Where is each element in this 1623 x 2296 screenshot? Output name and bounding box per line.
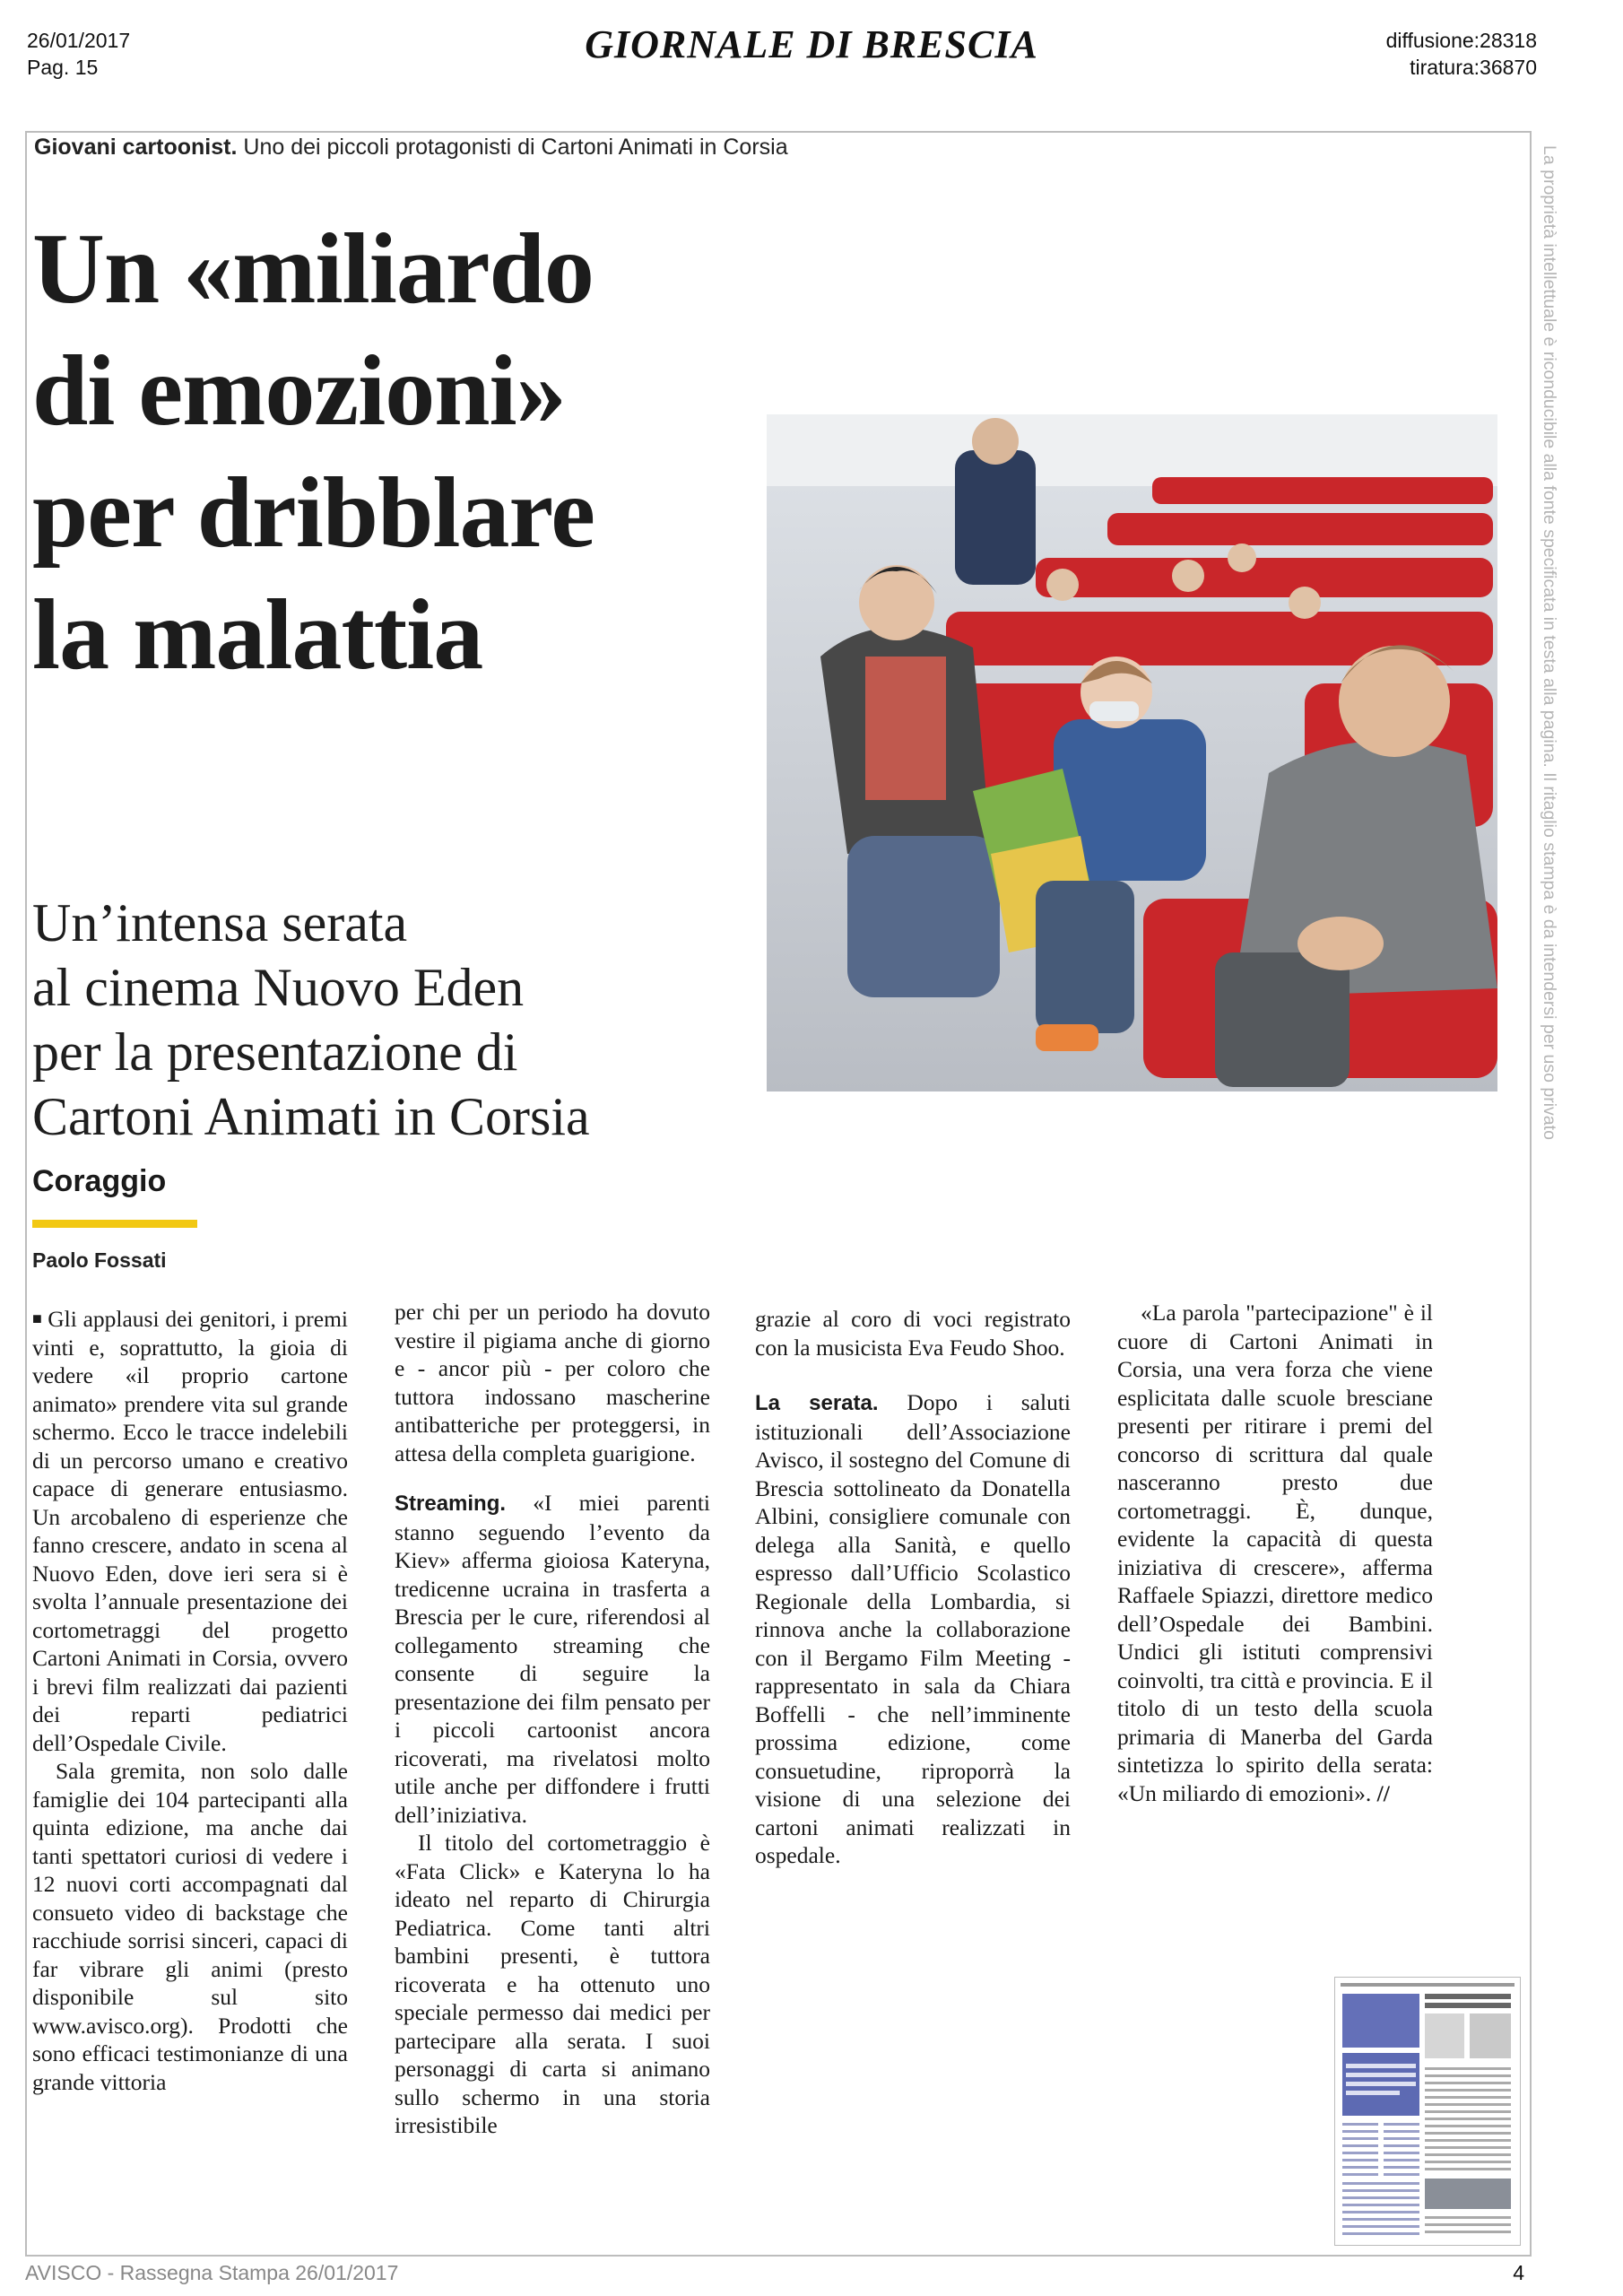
vertical-copyright-notice xyxy=(1523,142,1559,1406)
headline-line-4: la malattia xyxy=(32,579,483,691)
paragraph-1-text: Gli applausi dei genitori, i premi vinti e, soprattutto, la gioia di vedere «il proprio cartone animato» prendere vita sul grande schermo. Ecco le tracce indelebili di un percorso umano e creativo capace di generare entusiasmo. Un arcobaleno di esperienze che fanno crescere, andato in scena al Nuovo Eden, dove ieri sera si è svolta l’annuale presentazione dei cortometraggi del progetto Cartoni Animati in Corsia, ovvero i brevi film realizzati dai pazienti dei reparti pediatrici dell’Ospedale Civile. xyxy=(32,1306,348,1756)
footer-source: AVISCO - Rassegna Stampa 26/01/2017 xyxy=(25,2261,399,2284)
author-byline: Paolo Fossati xyxy=(32,1248,167,1272)
page-thumbnail[interactable] xyxy=(1334,1977,1521,2246)
header-tiratura: tiratura:36870 xyxy=(1410,56,1537,79)
header-page: Pag. 15 xyxy=(27,56,99,79)
cinema-audience-photo xyxy=(767,414,1497,1091)
runin-streaming: Streaming. xyxy=(395,1492,507,1516)
page-thumbnail-image xyxy=(1335,1978,1520,2245)
paragraph-2: Sala gremita, non solo dalle famiglie dei 104 partecipanti alla quinta edizione, ma anche dai tanti spettatori curiosi di vedere i 12 nuovi corti accompagnati dal consueto video di backstage che racchiude sorrisi sinceri, capaci di far vibrare gli animi (presto disponibile sul sito www.avisco.org). Prodotti che sono efficaci testimonianze di una grande vittoria xyxy=(32,1758,348,2095)
article-column-3 xyxy=(755,1305,1071,1870)
article-column-4 xyxy=(1117,1299,1433,1807)
headline-line-3: per dribblare xyxy=(32,457,595,569)
article-column-1 xyxy=(32,1305,348,2096)
subheadline xyxy=(32,891,750,1149)
section-label: Coraggio xyxy=(32,1164,167,1198)
runin-la-serata: La serata. xyxy=(755,1391,879,1415)
newspaper-masthead: GIORNALE DI BRESCIA xyxy=(585,22,1038,66)
headline xyxy=(32,208,777,696)
paragraph-5: Il titolo del cortometraggio è «Fata Click» e Kateryna lo ha ideato nel reparto di Chirurgia Pediatrica. Come tanti altri bambini presenti, è tuttora ricoverata e ha ottenuto uno speciale permesso dai medici per partecipare alla serata. I suoi personaggi di carta si animano sullo schermo in una storia irresistibile xyxy=(395,1830,710,2138)
header-date: 26/01/2017 xyxy=(27,29,131,52)
end-mark: // xyxy=(1376,1779,1390,1806)
header-circulation-block xyxy=(1386,27,1537,81)
bullet-square-icon: ■ xyxy=(32,1309,43,1327)
article-column-2 xyxy=(395,1298,710,2140)
caption-text: Uno dei piccoli protagonisti di Cartoni Animati in Corsia xyxy=(237,135,788,160)
subheadline-line-4: Cartoni Animati in Corsia xyxy=(32,1087,590,1146)
header-diffusione: diffusione:28318 xyxy=(1385,29,1537,52)
paragraph-7-text: Dopo i saluti istituzionali dell’Associazione Avisco, il sostegno del Comune di Brescia sottolineato da Donatella Albini, consigliere comunale con delega alla Sanità, e quello espresso dall’Ufficio Scolastico Regionale della Lombardia, si rinnova anche la collaborazione con il Bergamo Film Meeting - rappresentato in sala da Chiara Boffelli - che nell’imminente prossima edizione, come consuetudine, riproporrà la visione di una selezione dei cartoni animati realizzati in ospedale. xyxy=(755,1389,1071,1868)
paragraph-4-text: «I miei parenti stanno seguendo l’evento da Kiev» afferma gioiosa Kateryna, tredicenne ucraina in trasferta a Brescia per le cure, riferendosi al collegamento streaming che consente di seguire la presentazione dei film pensato per i piccoli cartoonist ancora ricoverati, ma rivelatosi molto utile anche per diffondere i frutti dell’iniziativa. xyxy=(395,1490,710,1828)
subheadline-line-1: Un’intensa serata xyxy=(32,893,408,952)
paragraph-1 xyxy=(32,1305,348,1757)
paragraph-8-text: «La parola "partecipazione" è il cuore di Cartoni Animati in Corsia, una vera forza che viene esplicitata dalle scuole bresciane presenti per ritirare i premi del concorso di scrittura dal quale nasceranno presto due cortometraggi. È, dunque, evidente la capacità di questa iniziativa di crescere», afferma Raffaele Spiazzi, direttore medico dell’Ospedale dei Bambini. Undici gli istituti comprensivi coinvolti, tra città e provincia. E il titolo di un testo della scuola primaria di Manerba del Garda sintetizza lo spirito della serata: «Un miliardo di emozioni». xyxy=(1117,1300,1433,1806)
vertical-notice-svg xyxy=(1523,142,1559,1406)
paragraph-4 xyxy=(395,1489,710,1829)
paragraph-8 xyxy=(1117,1299,1433,1807)
headline-line-2: di emozioni» xyxy=(32,335,566,447)
article-photo xyxy=(767,414,1497,1091)
caption-label: Giovani cartoonist. xyxy=(34,135,238,160)
headline-line-1: Un «miliardo xyxy=(32,213,594,325)
footer-page-number: 4 xyxy=(1513,2261,1524,2284)
photo-caption xyxy=(34,135,788,161)
subheadline-line-3: per la presentazione di xyxy=(32,1022,518,1082)
section-accent-bar xyxy=(32,1220,197,1228)
paragraph-6: grazie al coro di voci registrato con la musicista Eva Feudo Shoo. xyxy=(755,1306,1071,1361)
paragraph-3: per chi per un periodo ha dovuto vestire il pigiama anche di giorno e - ancor più - per coloro che tuttora indossano mascherine antibatteriche per proteggersi, in attesa della completa guarigione. xyxy=(395,1299,710,1466)
subheadline-line-2: al cinema Nuovo Eden xyxy=(32,958,525,1017)
vertical-notice-text: La proprietà intellettuale è riconducibile alla fonte specificata in testa alla pagina. Il ritaglio stampa è da intendersi per uso privato xyxy=(1540,145,1559,1140)
paragraph-7 xyxy=(755,1388,1071,1870)
